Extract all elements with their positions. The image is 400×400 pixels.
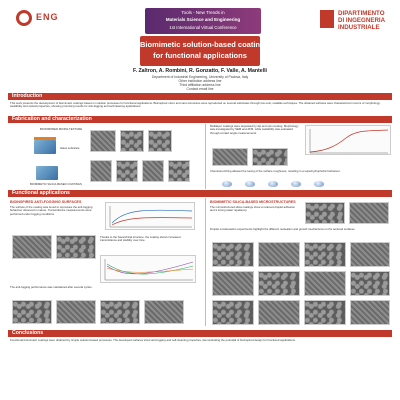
condensation-image-1 — [212, 242, 254, 267]
banner-line1: Tools - New Trends in — [181, 10, 225, 15]
column-divider-bottom — [205, 198, 206, 326]
coating-layer-1 — [34, 137, 56, 140]
intro-text: This work presents the development of biomimetic coatings based on solution processes for functional applications. Bioinspired micro and nano structures were reproduced on several substrates through low-cost, scalable techniques. The obtained surfaces were characterized in terms of morphology, wettability and optical properties, showing promising results for anti-fogging and self-cleaning applications. — [10, 102, 381, 109]
condensation-image-8 — [350, 271, 390, 296]
droplet-3 — [268, 181, 278, 187]
functional-left-text2: Thanks to the hierarchical structure, the coating shows increased transmittance and stability over time. — [100, 236, 181, 243]
condensation-image-10 — [258, 300, 300, 325]
section-conclusions: Conclusions — [8, 330, 392, 337]
condensation-image-6 — [258, 271, 300, 296]
functional-left-text: The surface of the coating was tuned to reproduce the anti-fogging behaviour observed in nature. Transmittance measurements were performed under fogging conditions. — [10, 206, 93, 216]
affiliation-3: Third affiliation address line — [179, 83, 221, 87]
sem-image-1 — [90, 130, 116, 152]
fog-photo-1 — [12, 235, 52, 259]
university-logo — [14, 10, 74, 32]
fab-label-glass: Glass substrate — [60, 146, 80, 150]
spectra-curves — [101, 256, 196, 283]
condensation-image-4 — [350, 242, 390, 267]
conclusions-text: Functional biomimetic coatings were obtained by simple solution-based processes. The developed surfaces show anti-fogging and self-cleaning properties, demonstrating the potential of bioinspired design for functional applications. — [10, 339, 296, 342]
section-introduction: Introduction — [8, 93, 392, 100]
sem-image-2 — [120, 130, 144, 152]
affiliation-1: Department of Industrial Engineering, University of Padova, Italy — [151, 75, 249, 79]
condensation-image-7 — [304, 271, 346, 296]
fog-photo-3 — [12, 300, 52, 324]
droplet-4 — [291, 181, 301, 187]
sem-image-5 — [116, 160, 138, 182]
spectra-plot — [100, 255, 196, 283]
functional-right-text: The microstructured silica coatings show a reduced droplet adhesion and a strong water repellency. — [210, 206, 296, 213]
column-divider-top — [205, 124, 206, 189]
transmittance-curve — [106, 203, 195, 230]
condensation-image-3 — [304, 242, 346, 267]
functional-right-title: BIOMIMETIC SILICA-BASED MICROSTRUCTURES — [210, 200, 296, 204]
affiliation-2: Other institution address line — [178, 79, 222, 83]
authors: F. Zaltron, A. Rombini, R. Gonzatto, F. Valle, A. Mantelli — [133, 68, 267, 74]
logo-left-text: ENG — [36, 12, 59, 22]
afm-image — [212, 148, 248, 166]
fab-label-silica: BIOMIMETIC SILICA-BASED COATINGS — [30, 182, 82, 186]
title-line2: for functional applications — [153, 51, 247, 60]
fog-photo-5 — [100, 300, 140, 324]
microstructure-image-1 — [305, 202, 345, 224]
substrate-block-2 — [36, 166, 58, 180]
sem-image-8 — [252, 148, 288, 166]
department-title: DIPARTIMENTO DI INGEGNERIA INDUSTRIALE — [338, 10, 385, 31]
building-icon — [320, 10, 334, 28]
contact-angle-curve — [306, 126, 391, 155]
section-fabrication: Fabrication and characterization — [8, 116, 392, 123]
substrate-block-1 — [34, 140, 56, 154]
condensation-image-2 — [258, 242, 300, 267]
functional-right-text2: Droplet condensation experiments highlight the different nucleation and growth mechanisms on the textured surfaces. — [210, 228, 356, 231]
condensation-image-12 — [350, 300, 390, 325]
banner-line3: 1st International Virtual Conference — [169, 25, 237, 30]
fog-photo-6 — [144, 300, 184, 324]
fab-text-right2: Chemical etching allowed the tuning of the surface roughness, resulting in a superhydrophobic behaviour. — [210, 170, 341, 173]
droplet-1 — [222, 181, 232, 187]
ring-icon — [16, 10, 32, 26]
contact-angle-plot — [305, 125, 391, 155]
functional-left-text3: The anti-fogging performance was maintained after several cycles. — [10, 286, 93, 289]
banner-line2: Materials Science and Engineering — [165, 17, 241, 22]
condensation-image-9 — [212, 300, 254, 325]
transmittance-plot — [105, 202, 195, 230]
condensation-image-5 — [212, 271, 254, 296]
sem-image-7 — [168, 160, 190, 182]
affiliation-4: Contact email line — [186, 87, 214, 91]
condensation-image-11 — [304, 300, 346, 325]
fab-label-texture: BIOINSPIRED MICRO-TEXTURE — [40, 127, 83, 131]
sem-image-3 — [148, 130, 172, 152]
sem-image-4 — [90, 160, 112, 182]
fog-photo-2 — [56, 235, 96, 259]
droplet-2 — [245, 181, 255, 187]
conference-banner — [145, 8, 261, 34]
title-line1: Biomimetic solution-based coatings — [140, 40, 269, 49]
droplet-5 — [314, 181, 324, 187]
title-box — [140, 36, 269, 66]
sem-image-6 — [142, 160, 164, 182]
microstructure-image-2 — [349, 202, 389, 224]
functional-left-title: BIOINSPIRED ANTI-FOGGING SURFACES — [10, 200, 82, 204]
department-logo — [320, 8, 390, 34]
section-functional: Functional applications — [8, 190, 392, 197]
fog-photo-4 — [56, 300, 96, 324]
fab-text-right: Multilayer coatings were deposited by dip and spin coating. Morphology was investigated by SEM and AFM, while wettability was evaluated through contact angle measurements. — [210, 125, 299, 135]
